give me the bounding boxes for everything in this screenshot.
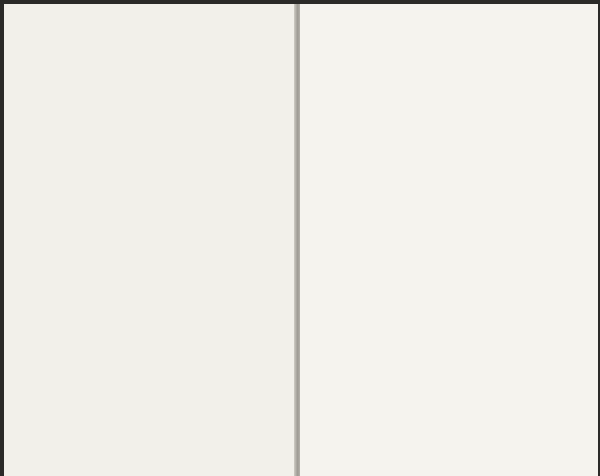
left-page: [4, 4, 296, 476]
right-page: [300, 4, 598, 476]
